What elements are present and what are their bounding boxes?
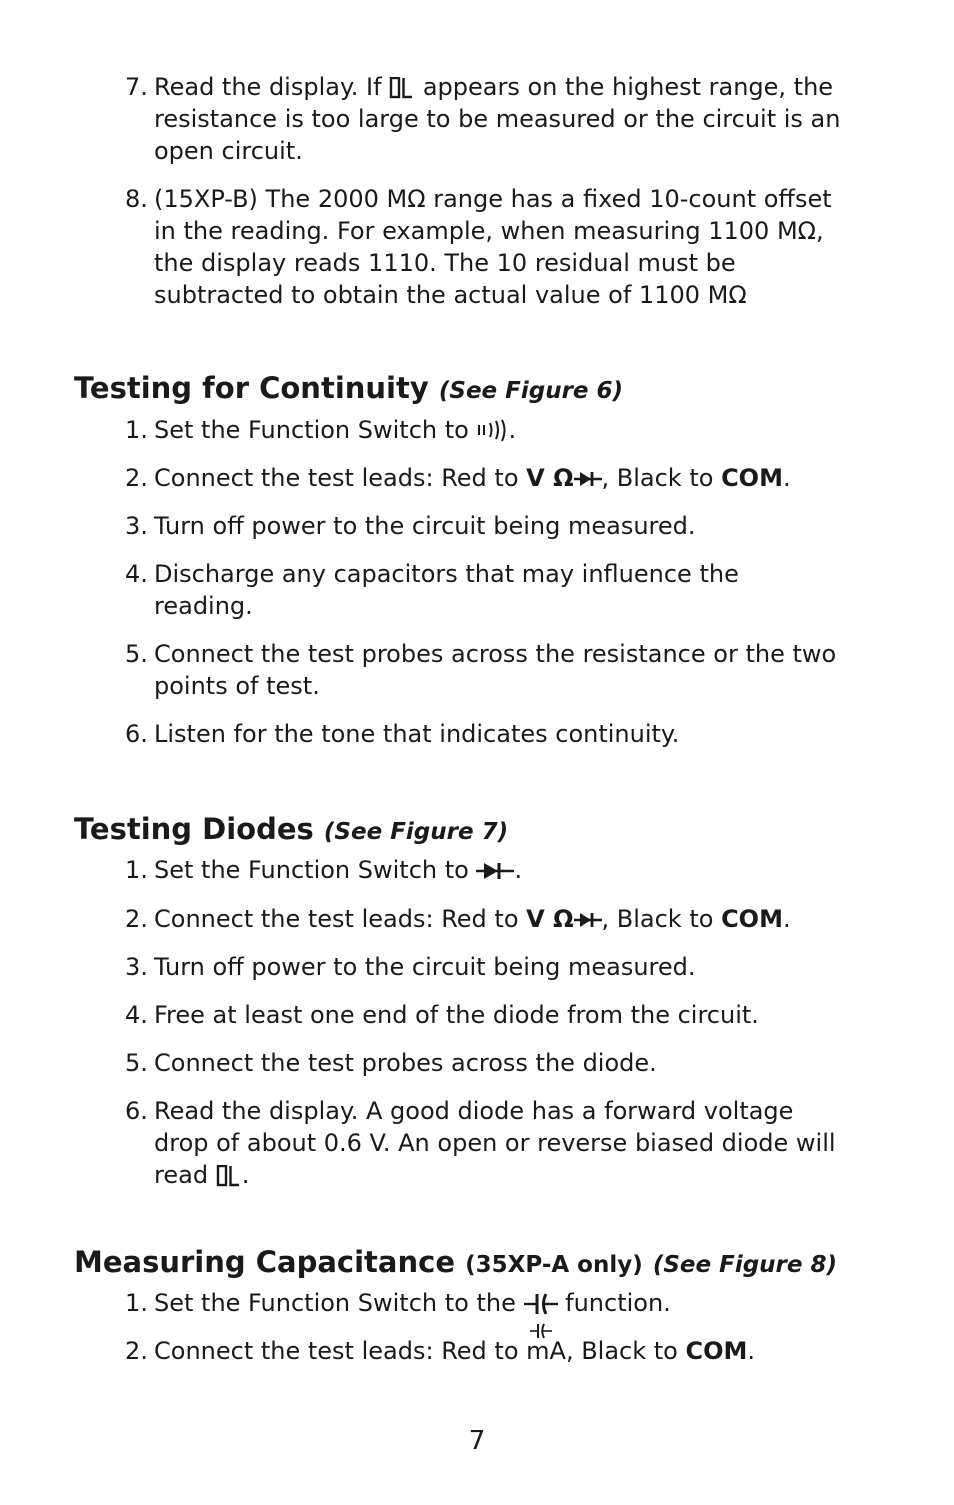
list-item: 2. Connect the test leads: Red to V Ω , Black to COM. [125, 464, 791, 492]
capacitor-icon [524, 1292, 558, 1316]
list-item: 1. Set the Function Switch to . [125, 416, 517, 444]
diode-icon [574, 469, 602, 489]
continuity-icon [476, 419, 508, 443]
ol-display-icon [216, 1165, 242, 1187]
list-item: 5. Connect the test probes across the diode. [125, 1049, 657, 1077]
list-item: 5. Connect the test probes across the resistance or the two points of test. [125, 640, 837, 700]
list-item [125, 183, 845, 311]
section-heading-capacitance: Measuring Capacitance (35XP-A only) (See Figure 8) [74, 1245, 838, 1279]
section-heading-continuity: Testing for Continuity (See Figure 6) [74, 371, 624, 405]
list-item: 4. Free at least one end of the diode from the circuit. [125, 1001, 759, 1029]
capacitor-icon [530, 1323, 552, 1339]
capacitance-jack-label: mA [526, 1335, 566, 1367]
item-number: 8. [125, 185, 148, 213]
list-item: 1. Set the Function Switch to . [125, 856, 523, 884]
list-item: 6. Read the display. A good diode has a forward voltage drop of about 0.6 V. An open or reverse biased diode will read . [125, 1097, 836, 1189]
list-item: 3. Turn off power to the circuit being measured. [125, 512, 696, 540]
section-heading-diodes: Testing Diodes (See Figure 7) [74, 812, 509, 846]
list-item: 2. Connect the test leads: Red to V Ω , Black to COM. [125, 905, 791, 933]
diode-icon [476, 860, 514, 882]
list-item: 6. Listen for the tone that indicates continuity. [125, 720, 680, 748]
item-text: Read the display. If appears on the highest range, the resistance is too large to be measured or the circuit is an open circuit. [154, 73, 841, 165]
list-item: 3. Turn off power to the circuit being measured. [125, 953, 696, 981]
list-item: 4. Discharge any capacitors that may influence the reading. [125, 560, 739, 620]
item-text: (15XP-B) The 2000 MΩ range has a fixed 10-count offset in the reading. For example, when measuring 1100 MΩ, the display reads 1110. The 10 residual must be subtracted to obtain the actual value of 1100 MΩ [154, 185, 832, 309]
item-number: 7. [125, 73, 148, 101]
diode-icon [574, 910, 602, 930]
ol-display-icon [389, 77, 415, 99]
list-item [125, 71, 845, 167]
list-item: 1. Set the Function Switch to the function. [125, 1289, 671, 1317]
page-number: 7 [468, 1426, 486, 1456]
list-item: 2. Connect the test leads: Red to mA, Black to COM. [125, 1335, 845, 1367]
